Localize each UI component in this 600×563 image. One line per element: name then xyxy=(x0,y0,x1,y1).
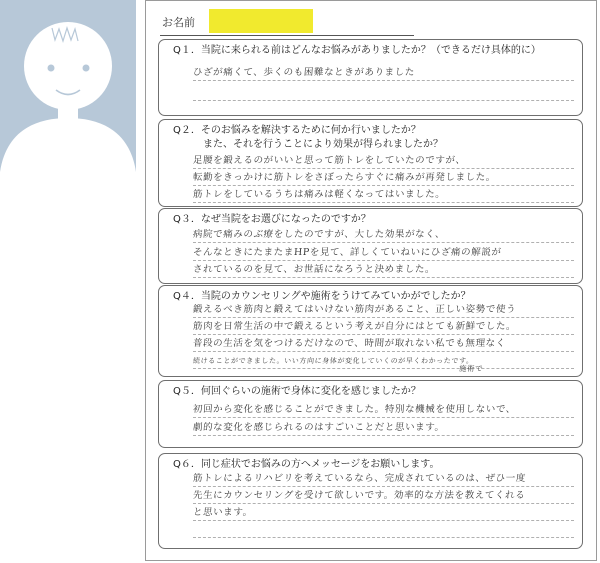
answer-line xyxy=(193,64,574,81)
questionnaire-sheet xyxy=(145,0,597,561)
answer-5-line-1: 初回から変化を感じることができました。特別な機械を使用しないで、 xyxy=(192,404,517,415)
answer-line xyxy=(193,169,574,186)
person-silhouette-icon xyxy=(0,0,136,172)
answer-line xyxy=(193,504,574,521)
answer-2-line-1: 足腰を鍛えるのがいいと思って筋トレをしていたのですが、 xyxy=(192,155,466,166)
answer-4-line-1: 鍛えるべき筋肉と鍛えてはいけない筋肉があること、正しい姿勢で使う xyxy=(192,304,517,315)
answer-1-line-1: ひざが痛くて、歩くのも困難なときがありました xyxy=(192,67,416,78)
answer-3-line-2: そんなときにたまたまHPを見て、詳しくていねいにひざ痛の解説が xyxy=(192,247,502,258)
answer-line xyxy=(193,84,574,101)
answer-4-line-4: 続けることができました。いい方向に身体が変化していくのが早くわかったです。 xyxy=(192,357,474,365)
question-5-box xyxy=(158,380,583,448)
question-3-box xyxy=(158,208,583,284)
question-4-text: Q４．当院のカウンセリングや施術をうけてみていかがでしたか？ xyxy=(173,291,471,302)
question-2-text xyxy=(173,124,574,152)
answer-6-line-1: 筋トレによるリハビリを考えているなら、完成されているのは、ぜひ一度 xyxy=(192,473,527,484)
answer-6-line-2: 先生にカウンセリングを受けて欲しいです。効率的な方法を教えてくれる xyxy=(192,490,526,501)
avatar xyxy=(0,0,136,172)
answer-line xyxy=(193,318,574,335)
question-6-box xyxy=(158,453,583,549)
question-1-text: Q１．当院に来られる前はどんなお悩みがありましたか？（できるだけ具体的に） xyxy=(173,45,541,56)
answer-line xyxy=(193,521,574,538)
answer-6-line-3: と思います。 xyxy=(192,507,254,518)
answer-line xyxy=(193,261,574,278)
answer-line xyxy=(193,335,574,352)
answer-2-line-3: 筋トレをしているうちは痛みは軽くなってはいました。 xyxy=(192,189,446,200)
name-label: お名前 xyxy=(162,16,195,29)
answer-line xyxy=(193,401,574,418)
answer-line xyxy=(193,186,574,203)
question-3-text: Q３．なぜ当院をお選びになったのですか？ xyxy=(173,214,371,225)
question-1-box xyxy=(158,39,583,116)
answer-line xyxy=(193,470,574,487)
question-4-box xyxy=(158,285,583,377)
answer-4-line-2: 筋肉を日常生活の中で鍛えるという考えが自分にはとても新鮮でした。 xyxy=(192,321,517,332)
answer-line xyxy=(193,301,574,318)
answer-3-line-1: 病院で痛みのぶ療をしたのですが、大した効果がなく、 xyxy=(192,229,446,240)
question-6-text: Q６．同じ症状でお悩みの方へメッセージをお願いします。 xyxy=(173,459,440,470)
answer-4-note: 施術で xyxy=(458,364,484,373)
answer-line xyxy=(193,226,574,243)
name-field xyxy=(160,9,414,36)
answer-line xyxy=(193,152,574,169)
answer-2-line-2: 転勤をきっかけに筋トレをさぼったらすぐに痛みが再発しました。 xyxy=(192,172,497,183)
question-5-text: Q５．何回ぐらいの施術で身体に変化を感じましたか？ xyxy=(173,386,421,397)
answer-3-line-3: されているのを見て、お世話になろうと決めました。 xyxy=(192,264,436,275)
answer-4-line-3: 普段の生活を気をつけるだけなので、時間が取れない私でも無理なく xyxy=(192,338,507,349)
answer-line xyxy=(193,244,574,261)
answer-line xyxy=(193,352,574,369)
question-2-line-2: また、それを行うことにより効果が得られましたか？ xyxy=(173,139,443,150)
question-2-line-1: Q２．そのお悩みを解決するために何か行いましたか？ xyxy=(173,125,421,136)
answer-line xyxy=(193,487,574,504)
name-redaction xyxy=(209,9,313,33)
question-2-box xyxy=(158,119,583,207)
answer-line xyxy=(193,419,574,436)
answer-5-line-2: 劇的な変化を感じられるのはすごいことだと思います。 xyxy=(192,422,446,433)
